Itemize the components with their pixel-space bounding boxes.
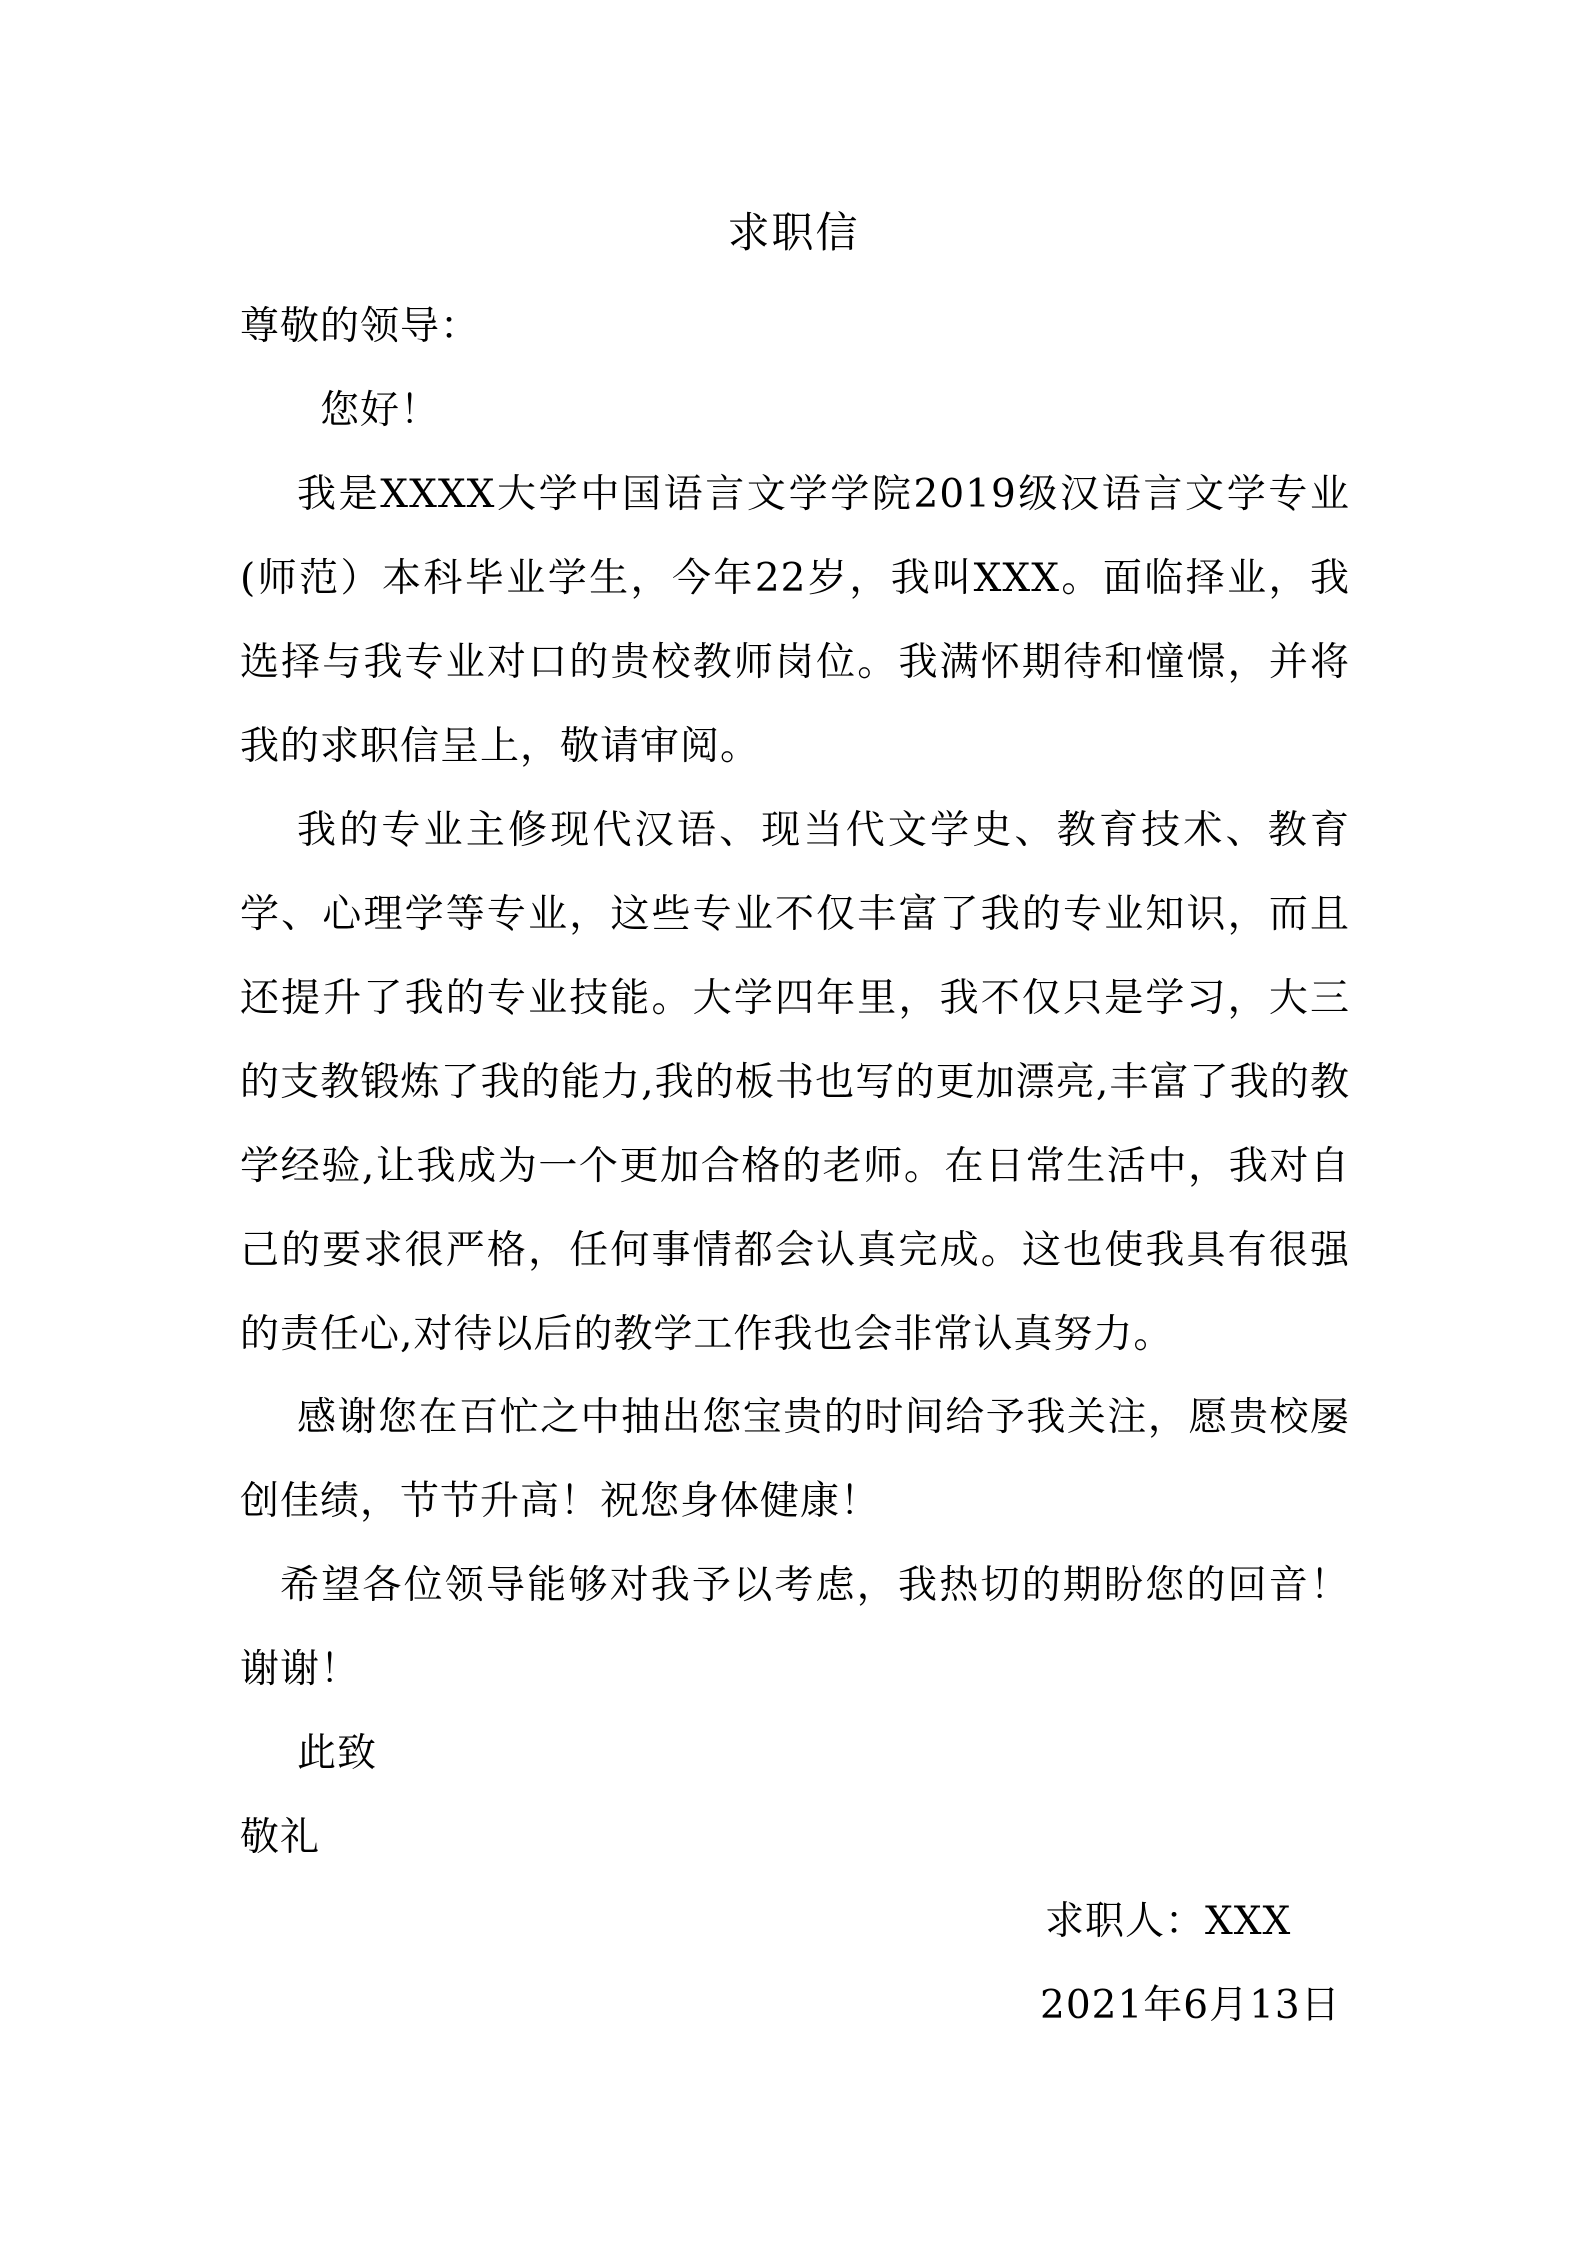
paragraph-thanks: 感谢您在百忙之中抽出您宝贵的时间给予我关注，愿贵校屡创佳绩，节节升高！祝您身体健康！ xyxy=(240,1395,1350,1524)
signature: 求职人：XXX xyxy=(1045,1899,1292,1944)
paragraph-introduction: 我是XXXX大学中国语言文学学院2019级汉语言文学专业(师范）本科毕业学生，今年22岁，我叫XXX。面临择业，我选择与我专业对口的贵校教师岗位。我满怀期待和憧憬，并将我的求职信呈上，敬请审阅。 xyxy=(240,472,1350,769)
closing-line-2: 敬礼 xyxy=(240,1815,321,1860)
paragraph-qualifications: 我的专业主修现代汉语、现当代文学史、教育技术、教育学、心理学等专业，这些专业不仅丰富了我的专业知识，而且还提升了我的专业技能。大学四年里，我不仅只是学习，大三的支教锻炼了我的能力,我的板书也写的更加漂亮,丰富了我的教学经验,让我成为一个更加合格的老师。在日常生活中，我对自己的要求很严格，任何事情都会认真完成。这也使我具有很强的责任心,对待以后的教学工作我也会非常认真努力。 xyxy=(240,808,1350,1357)
date: 2021年6月13日 xyxy=(1040,1983,1341,2028)
greeting: 您好！ xyxy=(320,388,441,433)
closing-line-1: 此致 xyxy=(297,1731,378,1776)
salutation: 尊敬的领导： xyxy=(240,304,481,349)
paragraph-request: 希望各位领导能够对我予以考虑，我热切的期盼您的回音！谢谢！ xyxy=(240,1563,1350,1692)
document-title: 求职信 xyxy=(727,208,860,257)
